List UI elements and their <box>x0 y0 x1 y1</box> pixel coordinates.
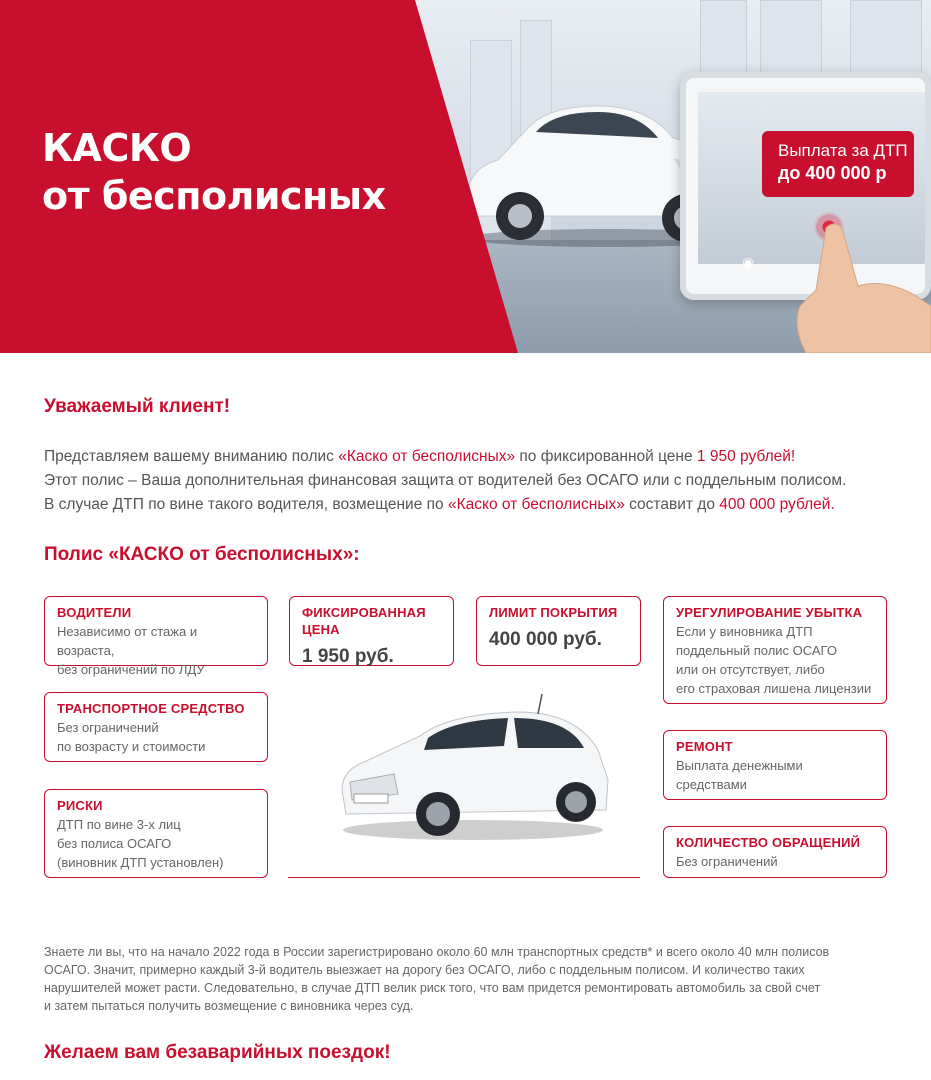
price-highlight: 1 950 рублей! <box>696 448 796 465</box>
payout-badge <box>762 131 914 197</box>
intro-text-segment: Представляем вашему вниманию полис <box>44 448 339 465</box>
feature-line: (виновник ДТП установлен) <box>57 855 224 870</box>
hero-banner <box>0 0 931 353</box>
greeting-heading: Уважаемый клиент! <box>44 396 231 417</box>
feature-title: КОЛИЧЕСТВО ОБРАЩЕНИЙ <box>676 835 861 850</box>
feature-box-repair <box>663 730 887 800</box>
feature-box-claims <box>663 826 887 878</box>
white-hatchback-image <box>328 690 618 850</box>
feature-title: УРЕГУЛИРОВАНИЕ УБЫТКА <box>676 605 863 620</box>
feature-line: Без ограничений <box>57 720 159 735</box>
feature-line: поддельный полис ОСАГО <box>676 643 837 658</box>
product-name-highlight: «Каско от бесполисных» <box>447 496 625 513</box>
feature-line: Без ограничений <box>676 854 778 869</box>
feature-title: РЕМОНТ <box>676 739 733 754</box>
feature-title: РИСКИ <box>57 798 103 813</box>
footnote-text <box>44 943 904 1015</box>
hero-title-line1: КАСКО <box>42 126 192 170</box>
camera-icon: ◉ <box>742 254 755 270</box>
price-value: 1 950 руб. <box>302 646 394 667</box>
feature-line: или он отсутствует, либо <box>676 662 825 677</box>
intro-line2: Этот полис – Ваша дополнительная финансовая защита от водителей без ОСАГО или с поддельным полисом. <box>44 472 847 489</box>
feature-title: ФИКСИРОВАННАЯ ЦЕНА <box>302 605 426 637</box>
feature-body <box>57 815 255 872</box>
feature-line: Если у виновника ДТП <box>676 624 813 639</box>
product-name-highlight: «Каско от бесполисных» <box>338 448 516 465</box>
policy-heading: Полис «КАСКО от бесполисных»: <box>44 544 360 565</box>
feature-body <box>676 852 874 871</box>
footnote-line: нарушителей может расти. Следовательно, в случае ДТП велик риск того, что вам придется ремонтировать автомобиль за свой счет <box>44 981 821 995</box>
feature-line: средствами <box>676 777 747 792</box>
footnote-line: Знаете ли вы, что на начало 2022 года в России зарегистрировано около 60 млн транспортных средств* и всего около 40 млн полисов <box>44 945 830 959</box>
intro-text-segment: В случае ДТП по вине такого водителя, возмещение по <box>44 496 448 513</box>
payout-amount: до 400 000 р <box>778 163 887 183</box>
feature-box-vehicle <box>44 692 268 762</box>
feature-line: ДТП по вине 3-х лиц <box>57 817 181 832</box>
hand-image <box>786 216 931 353</box>
feature-line: Выплата денежными <box>676 758 803 773</box>
feature-box-drivers <box>44 596 268 677</box>
feature-body <box>676 756 874 794</box>
divider-line <box>288 877 640 878</box>
feature-title: ВОДИТЕЛИ <box>57 605 132 620</box>
closing-heading: Желаем вам безаварийных поездок! <box>44 1042 391 1063</box>
feature-box-price <box>289 596 454 666</box>
feature-line: без полиса ОСАГО <box>57 836 172 851</box>
hero-title <box>42 124 386 220</box>
payout-label: Выплата за ДТП <box>778 141 908 160</box>
footnote-line: ОСАГО. Значит, примерно каждый 3-й водитель выезжает на дорогу без ОСАГО, либо с поддельным полисом. И количество таких <box>44 963 805 977</box>
feature-box-limit <box>476 596 641 666</box>
amount-highlight: 400 000 рублей. <box>719 496 835 513</box>
feature-box-settlement <box>663 596 887 704</box>
feature-line: без ограничений по ЛДУ <box>57 662 205 677</box>
intro-text-segment: по фиксированной цене <box>515 448 697 465</box>
feature-line: по возрасту и стоимости <box>57 739 206 754</box>
intro-line3 <box>44 493 904 517</box>
feature-body <box>57 622 255 679</box>
feature-title: ЛИМИТ ПОКРЫТИЯ <box>489 605 618 620</box>
intro-text-segment: составит до <box>624 496 720 513</box>
feature-line: Независимо от стажа и возраста, <box>57 624 198 658</box>
feature-box-risks <box>44 789 268 878</box>
footnote-line: и затем пытаться получить возмещение с виновника через суд. <box>44 999 414 1013</box>
limit-value: 400 000 руб. <box>489 629 602 650</box>
intro-text <box>44 445 904 517</box>
hero-title-line2: от бесполисных <box>42 174 386 218</box>
feature-body <box>676 622 874 698</box>
feature-line: его страховая лишена лицензии <box>676 681 872 696</box>
feature-body <box>57 718 255 756</box>
feature-title: ТРАНСПОРТНОЕ СРЕДСТВО <box>57 701 245 716</box>
intro-line1 <box>44 445 904 469</box>
